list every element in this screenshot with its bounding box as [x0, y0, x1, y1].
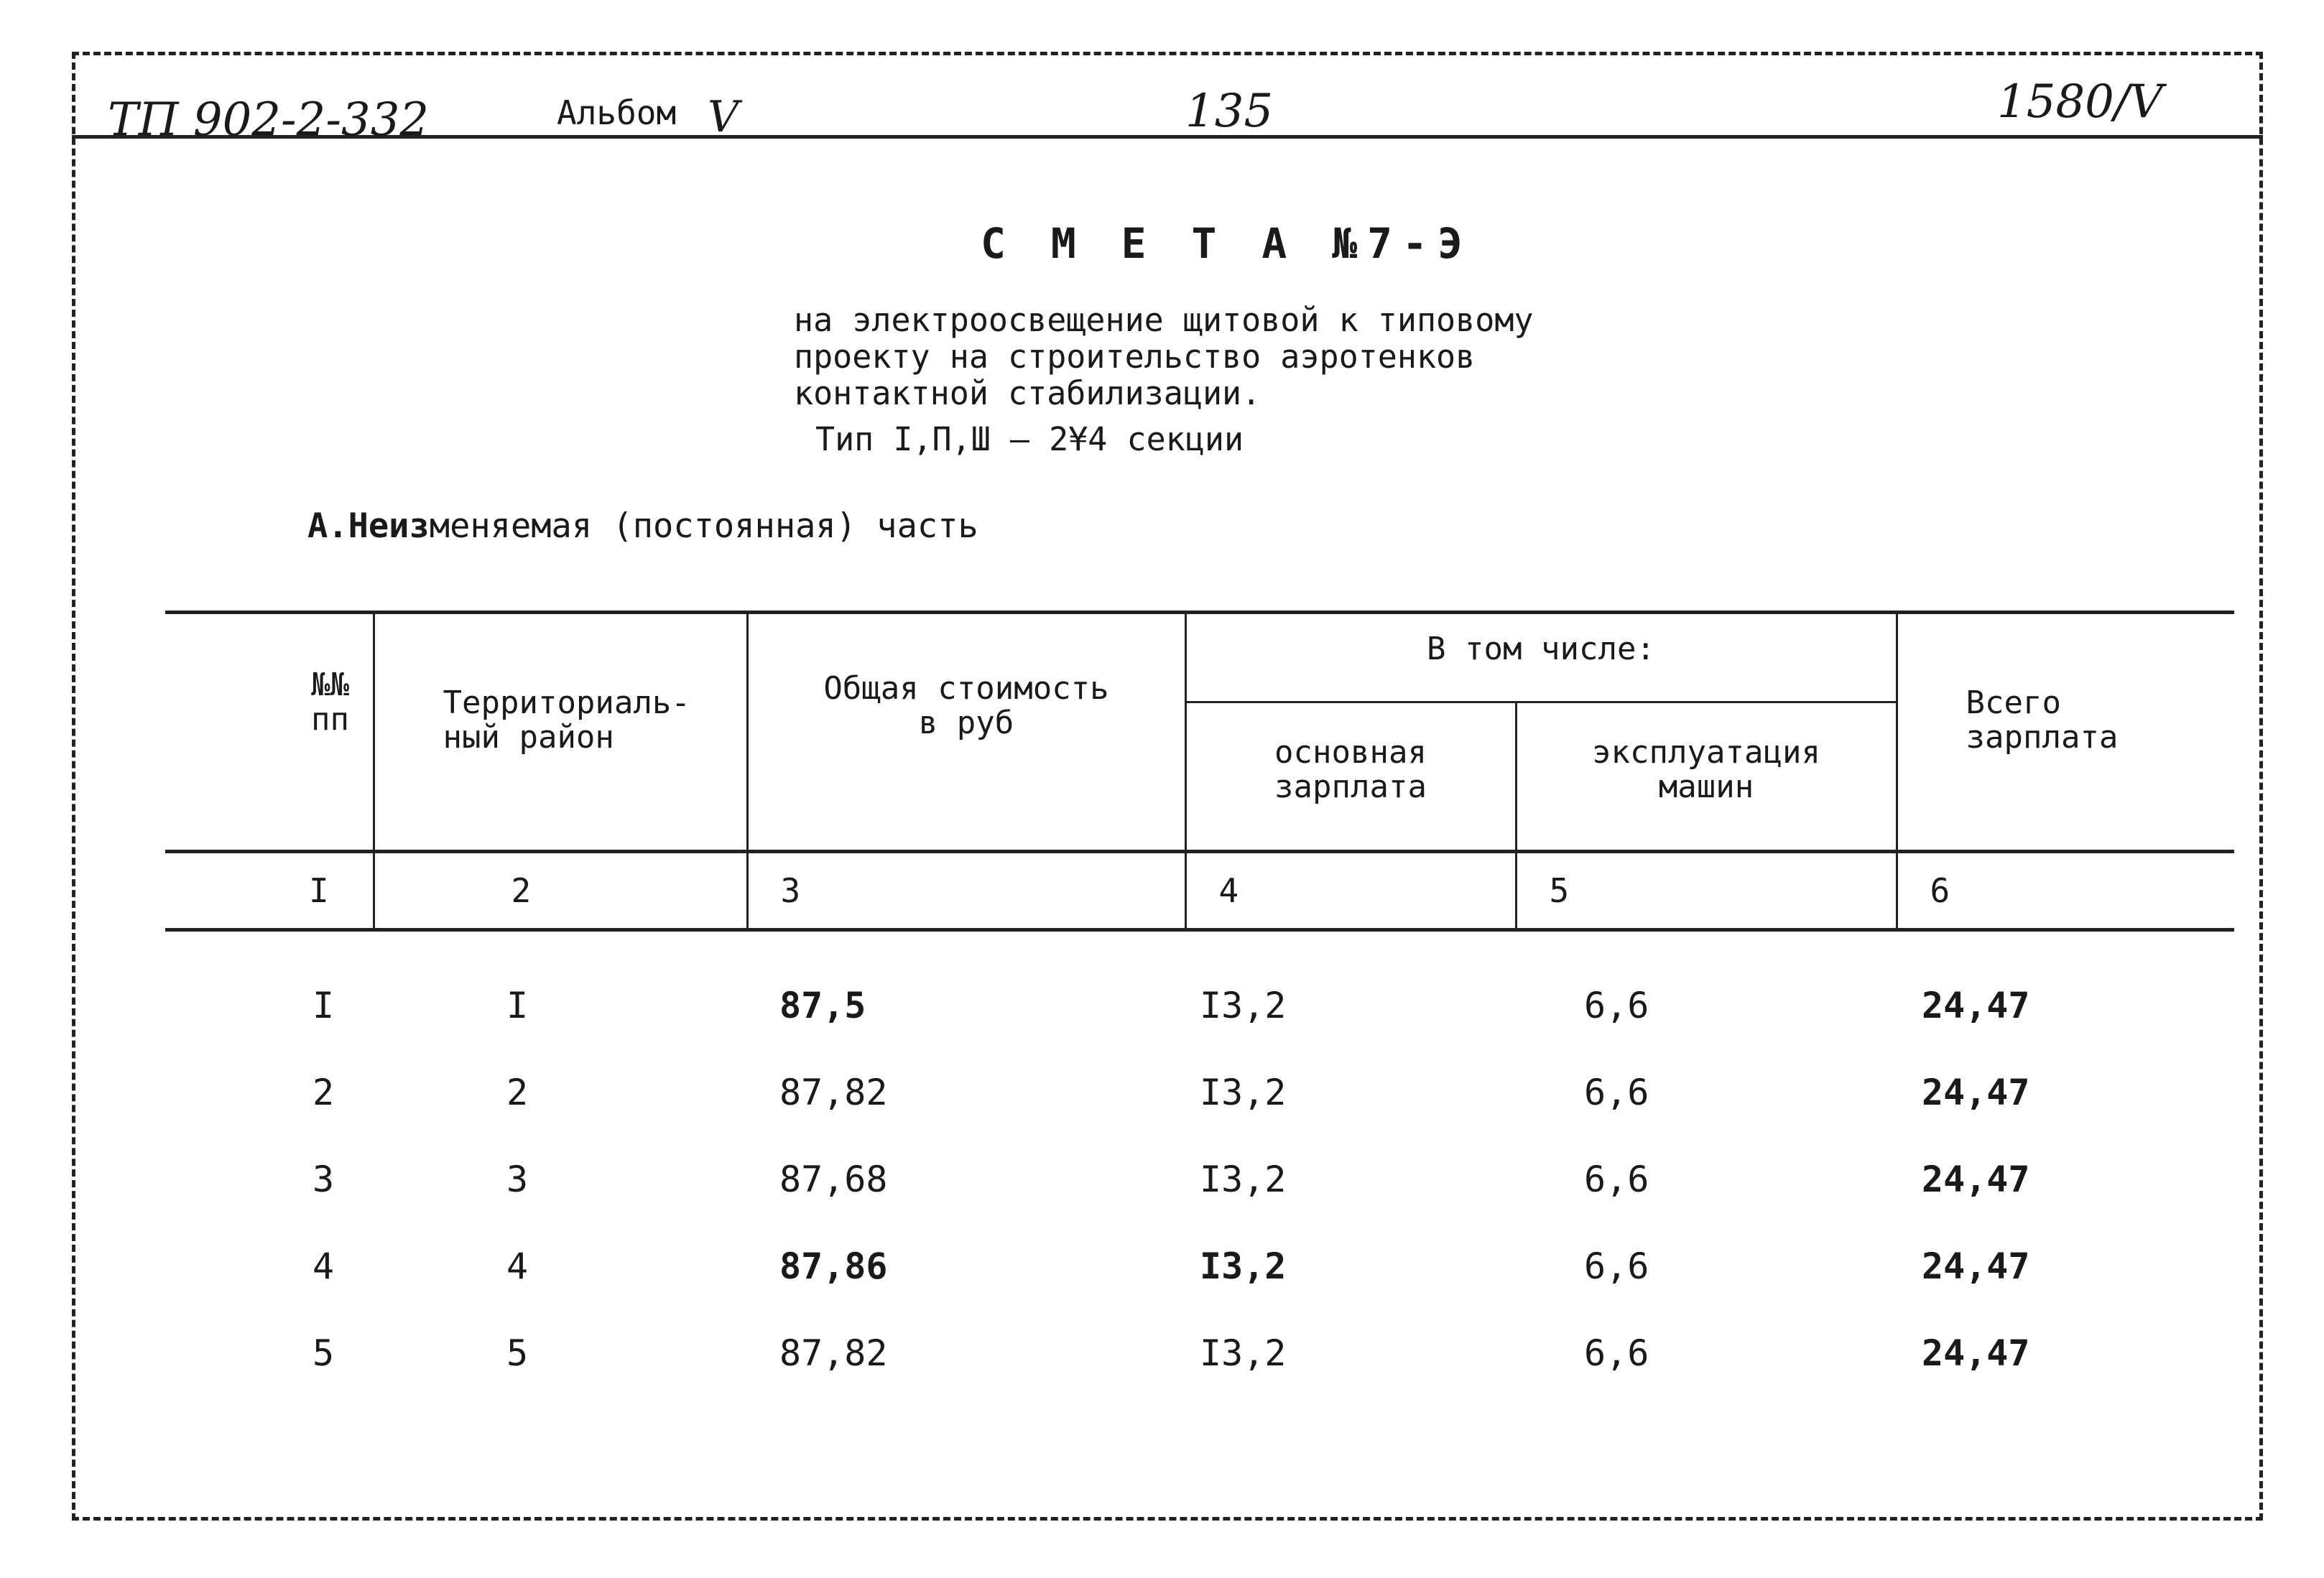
page-title: С М Е Т А №7-Э: [981, 219, 1473, 268]
project-code: ТП 902-2-332: [108, 93, 430, 147]
sheet-reference: 1580/V: [1997, 75, 2163, 129]
column-number: 6: [1897, 852, 2234, 930]
row-base-wages: I3,2: [1200, 1159, 1287, 1200]
document-subtitle: на электроосвещение щитовой к типовому проекту на строительство аэротенков контактной стабилизации.: [794, 301, 1534, 412]
row-number: 4: [313, 1245, 335, 1287]
row-number: 2: [313, 1072, 335, 1113]
row-total-wages: 24,47: [1922, 1332, 2030, 1374]
row-district: 4: [506, 1245, 529, 1287]
row-total-wages: 24,47: [1922, 985, 2030, 1026]
row-total-cost: 87,82: [779, 1332, 888, 1374]
header-district: Территориаль- ный район: [374, 613, 747, 852]
album-number: V: [708, 92, 739, 142]
row-total-cost: 87,86: [779, 1245, 888, 1287]
column-number: 3: [747, 852, 1185, 930]
row-base-wages: I3,2: [1200, 985, 1287, 1026]
row-base-wages: I3,2: [1200, 1332, 1287, 1374]
row-total-wages: 24,47: [1922, 1072, 2030, 1113]
column-number: I: [165, 852, 374, 930]
row-machine-operation: 6,6: [1584, 1159, 1649, 1200]
header-including: В том числе:: [1185, 613, 1897, 702]
header-total-wages: Всего зарплата: [1966, 684, 2119, 756]
row-total-wages: 24,47: [1922, 1245, 2030, 1287]
row-district: 3: [506, 1159, 529, 1200]
row-machine-operation: 6,6: [1584, 1245, 1649, 1287]
row-base-wages: I3,2: [1200, 1245, 1287, 1287]
estimate-table: [165, 611, 2234, 1397]
row-machine-operation: 6,6: [1584, 985, 1649, 1026]
album-label: Альбом: [557, 93, 677, 132]
header-base-wages: основная зарплата: [1185, 702, 1516, 852]
row-total-cost: 87,68: [779, 1159, 888, 1200]
header-machine-operation: эксплуатация машин: [1516, 702, 1897, 852]
row-total-cost: 87,82: [779, 1072, 888, 1113]
column-number: 4: [1185, 852, 1516, 930]
table-row: [165, 1310, 2234, 1397]
row-base-wages: I3,2: [1200, 1072, 1287, 1113]
row-district: I: [506, 985, 529, 1026]
row-number: 5: [313, 1332, 335, 1374]
section-heading: [307, 506, 978, 546]
table-row: [165, 1136, 2234, 1223]
table-row: [165, 962, 2234, 1049]
row-number: I: [313, 985, 335, 1026]
row-district: 2: [506, 1072, 529, 1113]
table-row: [165, 1049, 2234, 1136]
row-number: 3: [313, 1159, 335, 1200]
header-number: №№ пп: [165, 613, 374, 852]
page-number: 135: [1185, 85, 1274, 138]
column-number: 2: [374, 852, 747, 930]
section-rest: меняемая (постоянная) часть: [429, 506, 978, 546]
column-number: 5: [1516, 852, 1897, 930]
column-number-row: [165, 852, 2234, 930]
row-total-wages: 24,47: [1922, 1159, 2030, 1200]
section-prefix: А.Неиз: [307, 506, 430, 546]
row-total-cost: 87,5: [779, 985, 866, 1026]
table-row: [165, 1223, 2234, 1310]
row-machine-operation: 6,6: [1584, 1072, 1649, 1113]
type-line: Тип I,П,Ш – 2¥4 секции: [815, 420, 1244, 458]
header-total-cost: Общая стоимость в руб: [747, 613, 1185, 852]
row-machine-operation: 6,6: [1584, 1332, 1649, 1374]
row-district: 5: [506, 1332, 529, 1374]
